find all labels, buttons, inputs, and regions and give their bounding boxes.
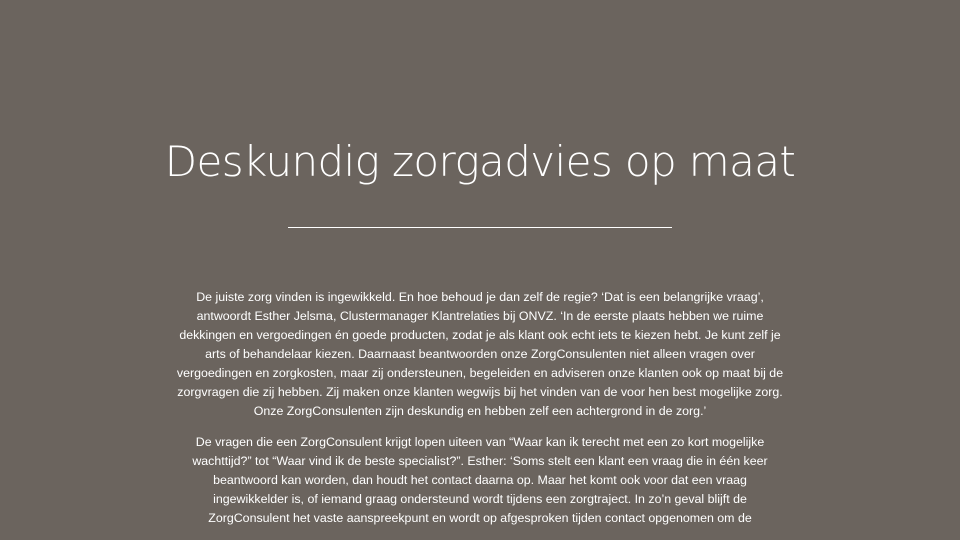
paragraph-2: De vragen die een ZorgConsulent krijgt lopen uiteen van “Waar kan ik terecht met een zo kort mogelijke wachttijd?” tot “Waar vind ik de beste specialist?”. Esther: ‘Soms stelt een klant een vraag die in één keer beantwoord kan worden, dan houdt het contact daarna op. Maar het komt ook voor dat een vraag ingewikkelder is, of iemand graag ondersteund wordt tijdens een zorgtraject. In zo’n geval blijft de ZorgConsulent het vaste aanspreekpunt en wordt op afgesproken tijden contact opgenomen om de [192,435,768,525]
title-divider [288,227,672,228]
body-text [175,288,785,540]
slide-title: Deskundig zorgadvies op maat [164,137,796,186]
paragraph-1: De juiste zorg vinden is ingewikkeld. En hoe behoud je dan zelf de regie? ‘Dat is een belangrijke vraag’, antwoordt Esther Jelsma, Clustermanager Klantrelaties bij ONVZ. ‘In de eerste plaats hebben we ruime dekkingen en vergoedingen én goede producten, zodat je als klant ook echt iets te kiezen hebt. Je kunt zelf je arts of behandelaar kiezen. Daarnaast beantwoorden onze ZorgConsulenten niet alleen vragen over vergoedingen en zorgkosten, maar zij ondersteunen, begeleiden en adviseren onze klanten ook op maat bij de zorgvragen die zij hebben. Zij maken onze klanten wegwijs bij het vinden van de voor hen best mogelijke zorg. Onze ZorgConsulenten zijn deskundig en hebben zelf een achtergrond in de zorg.’ [176,290,784,418]
